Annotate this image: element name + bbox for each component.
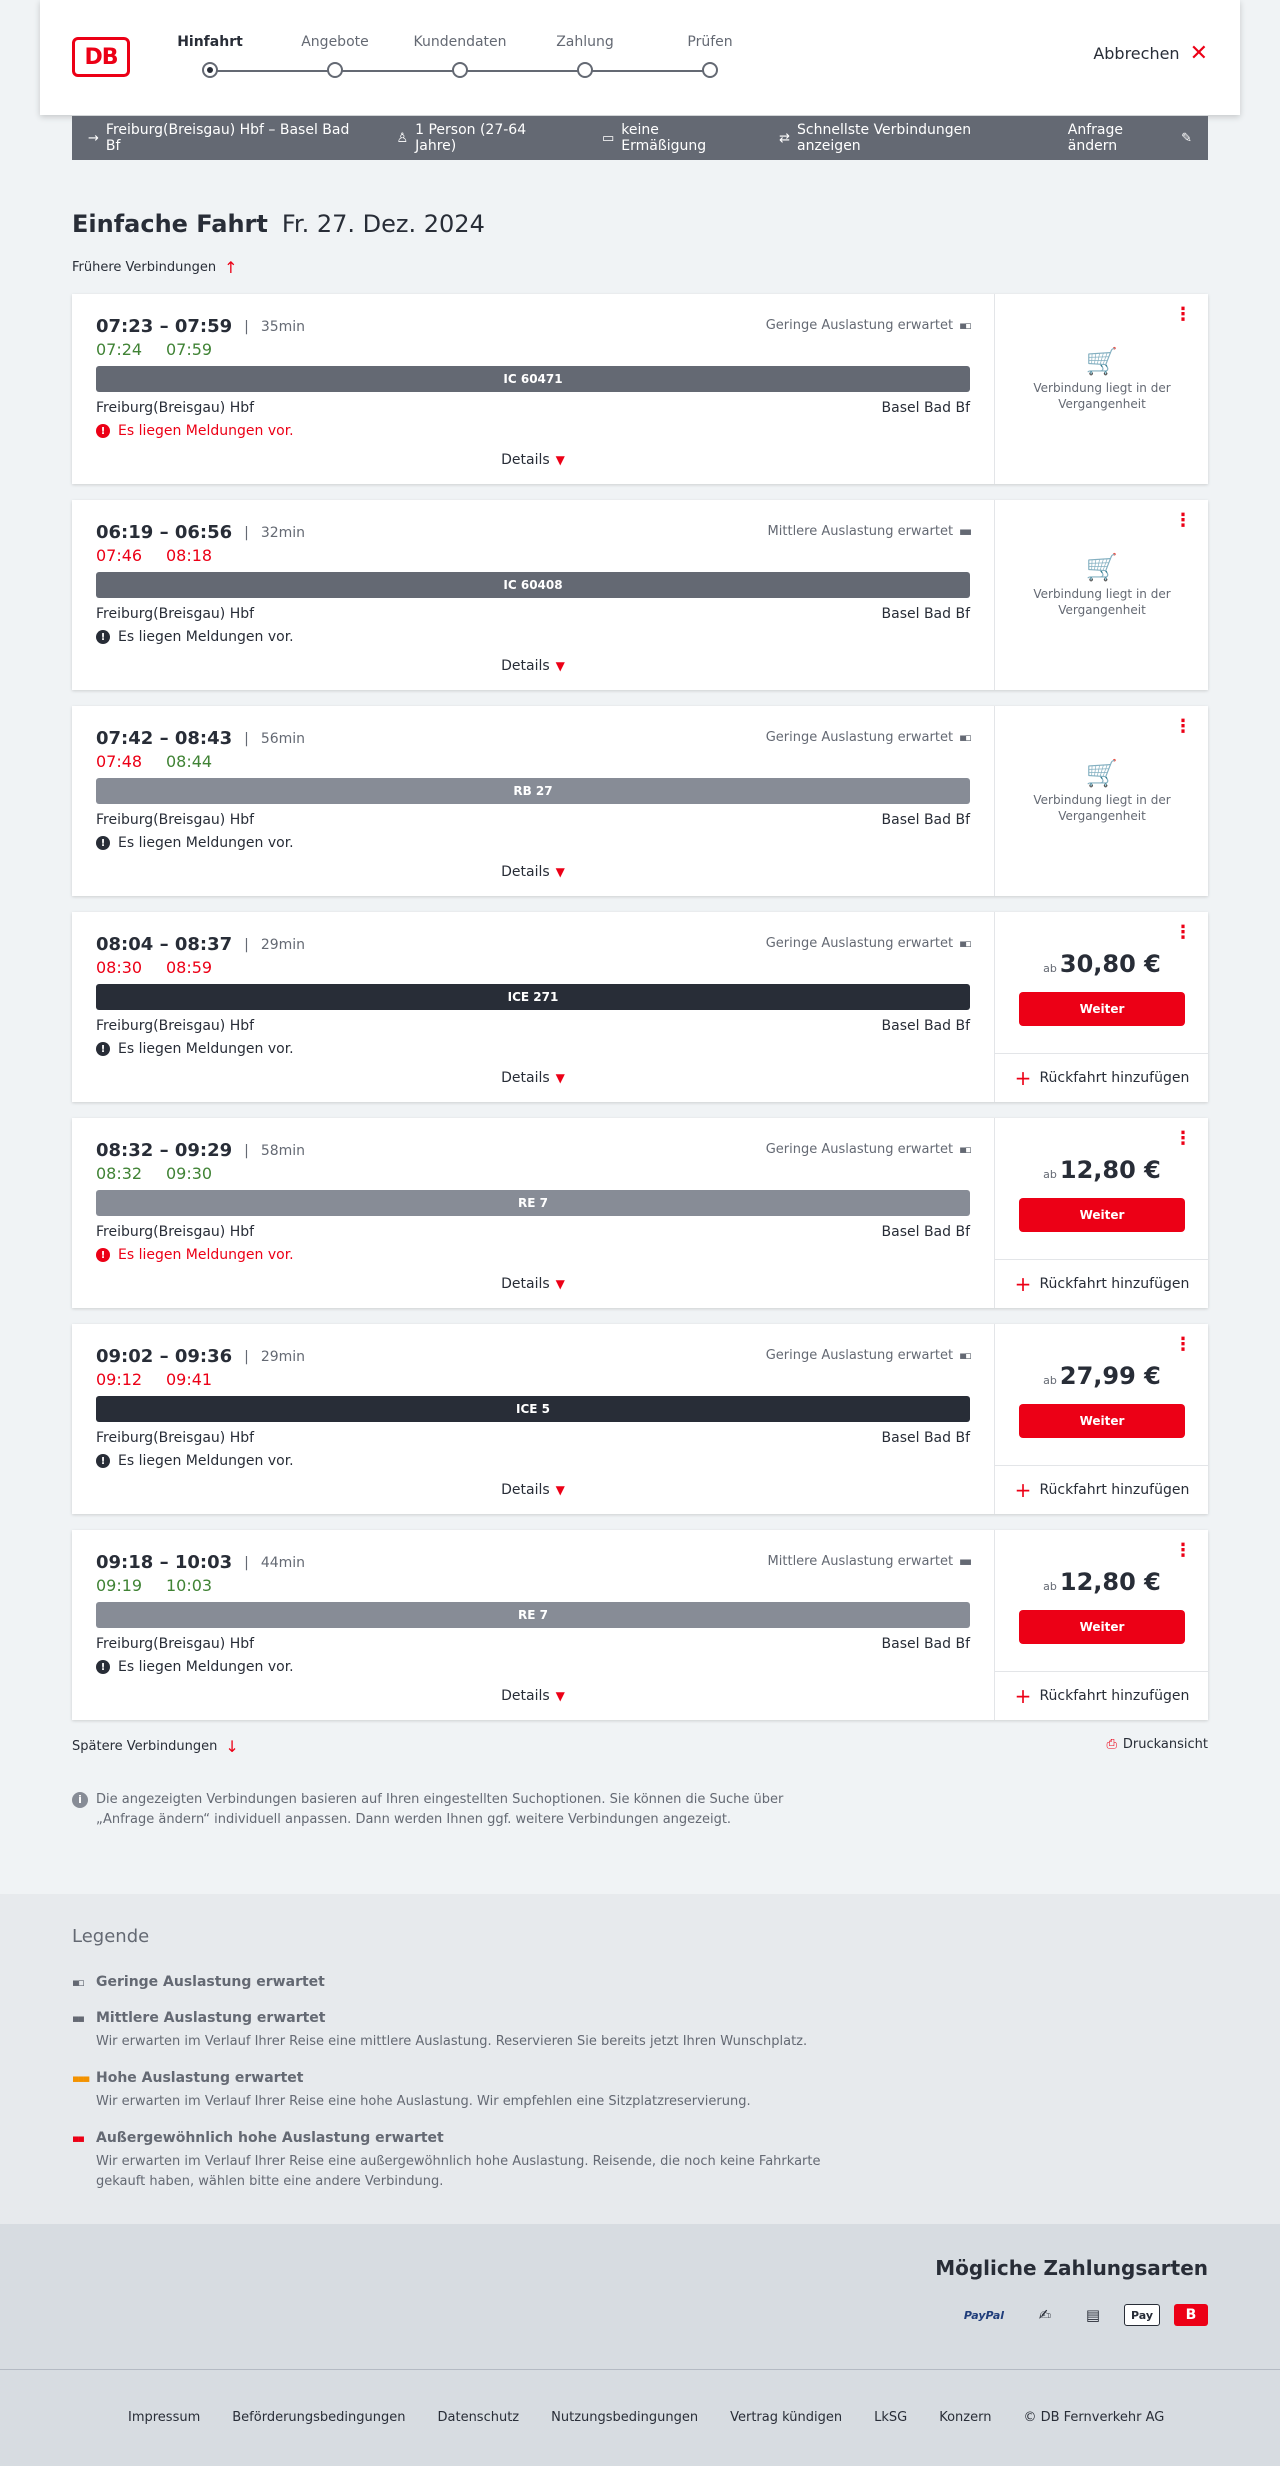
realtime-departure: 07:48: [96, 752, 143, 771]
summary-discount: [602, 122, 745, 154]
cart-disabled-icon: 🛒: [1085, 347, 1119, 377]
step-dot: [202, 62, 218, 78]
arrow-up-icon: ↑: [224, 258, 238, 277]
step-label: Kundendaten: [413, 34, 507, 50]
details-toggle[interactable]: [72, 1688, 994, 1704]
apple-pay-icon: Pay: [1124, 2304, 1160, 2326]
step-dot: [327, 62, 343, 78]
chevron-down-icon: ▼: [555, 1071, 565, 1085]
connection-info: [72, 294, 994, 484]
payment-methods-section: [0, 2224, 1280, 2369]
swap-icon: ⇄: [779, 130, 790, 146]
train-name-bar: ICE 271: [96, 984, 970, 1010]
route-text: Freiburg(Breisgau) Hbf – Basel Bad Bf: [105, 122, 350, 154]
passengers-text: 1 Person (27-64 Jahre): [415, 122, 527, 154]
add-return-trip-button[interactable]: [995, 1671, 1209, 1720]
legend-section: [0, 1894, 1280, 2224]
footer: [0, 2369, 1280, 2466]
price: [995, 950, 1209, 978]
price: [995, 1362, 1209, 1390]
change-request-label: Anfrage ändern: [1067, 122, 1123, 154]
legend-item-desc: Wir erwarten im Verlauf Ihrer Reise eine mittlere Auslastung. Reservieren Sie bereits jetzt Ihren Wunschplatz.: [96, 2034, 808, 2049]
details-label: Details: [501, 864, 550, 880]
footer-link-befoerderung[interactable]: Beförderungsbedingungen: [232, 2410, 406, 2425]
paypal-icon: PayPal: [963, 2308, 1005, 2322]
realtime-arrival: 09:41: [166, 1370, 213, 1389]
occupancy-text: Geringe Auslastung erwartet: [765, 730, 954, 745]
planned-times: [96, 934, 305, 955]
offer-panel: [994, 706, 1208, 896]
step-label: Zahlung: [556, 34, 614, 50]
arrival-station: Basel Bad Bf: [881, 1018, 970, 1034]
occupancy-text: Geringe Auslastung erwartet: [765, 936, 954, 951]
planned-time: 08:04 – 08:37: [96, 934, 233, 955]
price-prefix: ab: [1043, 1168, 1057, 1181]
summary-option: [779, 122, 1034, 154]
connection-info: [72, 1530, 994, 1720]
message-notice: [96, 1041, 294, 1057]
realtime-departure: 08:30: [96, 958, 143, 977]
departure-station: Freiburg(Breisgau) Hbf: [96, 400, 255, 416]
message-text: Es liegen Meldungen vor.: [118, 835, 294, 851]
realtime-arrival: 09:30: [166, 1164, 213, 1183]
occupancy-text: Geringe Auslastung erwartet: [765, 1348, 954, 1363]
duration: 32min: [260, 524, 306, 541]
occupancy-info[interactable]: [766, 730, 970, 745]
details-toggle[interactable]: [72, 1276, 994, 1292]
realtime-arrival: 08:18: [166, 546, 213, 565]
chevron-down-icon: ▼: [555, 453, 565, 467]
continue-button[interactable]: Weiter: [1019, 1198, 1185, 1232]
occupancy-info[interactable]: [766, 936, 970, 951]
connection-info: [72, 1324, 994, 1514]
change-request-button[interactable]: [1068, 122, 1192, 154]
connection-info: [72, 912, 994, 1102]
past-connection-note: [995, 347, 1209, 412]
separator: |: [244, 936, 249, 953]
card-icon: ▭: [602, 130, 615, 146]
message-notice: [96, 1659, 294, 1675]
past-connection-note: [995, 759, 1209, 824]
stations: [96, 400, 970, 416]
message-text: Es liegen Meldungen vor.: [118, 1659, 294, 1675]
more-options-icon[interactable]: ⋮: [1174, 716, 1192, 737]
connection-card: [72, 1530, 1208, 1720]
duration: 35min: [260, 318, 306, 335]
earlier-label: Frühere Verbindungen: [72, 260, 217, 275]
arrival-station: Basel Bad Bf: [881, 1224, 970, 1240]
occupancy-very-high-icon: ▪▪: [72, 2131, 83, 2145]
summary-passengers: [396, 122, 568, 154]
details-label: Details: [501, 452, 550, 468]
occupancy-icon: ▪▫: [959, 1349, 970, 1362]
price-prefix: ab: [1043, 1374, 1057, 1387]
train-name-bar: IC 60471: [96, 366, 970, 392]
print-label: Druckansicht: [1122, 1737, 1208, 1752]
occupancy-low-icon: ▪▫: [72, 1975, 83, 1989]
legend-item-title: Mittlere Auslastung erwartet: [96, 2010, 326, 2026]
close-icon: ✕: [1189, 40, 1208, 66]
details-toggle[interactable]: [72, 452, 994, 468]
price-prefix: ab: [1043, 1580, 1057, 1593]
realtime-arrival: 10:03: [166, 1576, 213, 1595]
stations: [96, 1018, 970, 1034]
pencil-icon: ✎: [1181, 130, 1193, 146]
continue-button[interactable]: Weiter: [1019, 1610, 1185, 1644]
price: [995, 1568, 1209, 1596]
details-label: Details: [501, 1688, 550, 1704]
option-text: Schnellste Verbindungen anzeigen: [797, 122, 972, 154]
alert-icon: !: [96, 1454, 110, 1468]
footer-link-nutzung[interactable]: Nutzungsbedingungen: [551, 2410, 699, 2425]
departure-station: Freiburg(Breisgau) Hbf: [96, 812, 255, 828]
message-notice: [96, 1247, 294, 1263]
details-toggle[interactable]: [72, 1482, 994, 1498]
more-options-icon[interactable]: ⋮: [1174, 922, 1192, 943]
connection-info: [72, 1118, 994, 1308]
legend-item-low: [72, 1974, 832, 1990]
trip-type: Einfache Fahrt: [72, 210, 268, 238]
separator: |: [244, 1142, 249, 1159]
message-notice: [96, 835, 294, 851]
offer-panel: [994, 1530, 1208, 1720]
train-name-bar: RB 27: [96, 778, 970, 804]
cancel-label: Abbrechen: [1093, 44, 1180, 63]
step-label: Prüfen: [687, 34, 733, 50]
planned-time: 09:02 – 09:36: [96, 1346, 233, 1367]
credit-card-icon: ✍: [1038, 2306, 1052, 2324]
message-notice: [96, 629, 294, 645]
step-zahlung: [525, 34, 645, 78]
step-dot: [452, 62, 468, 78]
more-options-icon[interactable]: ⋮: [1174, 510, 1192, 531]
connection-card: [72, 706, 1208, 896]
chevron-down-icon: ▼: [555, 659, 565, 673]
connection-card: [72, 912, 1208, 1102]
chevron-down-icon: ▼: [555, 1689, 565, 1703]
price: [995, 1156, 1209, 1184]
train-name-bar: ICE 5: [96, 1396, 970, 1422]
continue-button[interactable]: Weiter: [1019, 1404, 1185, 1438]
price-value: 12,80 €: [1059, 1568, 1161, 1596]
stations: [96, 1430, 970, 1446]
offer-panel: [994, 1324, 1208, 1514]
occupancy-medium-icon: ▪▪: [72, 2011, 83, 2025]
connection-card: [72, 1118, 1208, 1308]
planned-time: 06:19 – 06:56: [96, 522, 233, 543]
footer-link-konzern[interactable]: Konzern: [939, 2410, 992, 2425]
printer-icon: ⎙: [1106, 1737, 1117, 1752]
occupancy-icon: ▪▪: [959, 1555, 970, 1568]
realtime-times: [96, 958, 236, 977]
footer-links: [128, 2410, 1164, 2425]
occupancy-info[interactable]: [766, 1142, 970, 1157]
duration: 56min: [260, 730, 306, 747]
alert-icon: !: [96, 1660, 110, 1674]
train-name-bar: RE 7: [96, 1602, 970, 1628]
past-label: Verbindung liegt in der Vergangenheit: [1033, 381, 1171, 411]
continue-button[interactable]: Weiter: [1019, 992, 1185, 1026]
separator: |: [244, 524, 249, 541]
departure-station: Freiburg(Breisgau) Hbf: [96, 1018, 255, 1034]
departure-station: Freiburg(Breisgau) Hbf: [96, 1430, 255, 1446]
occupancy-icon: ▪▫: [959, 937, 970, 950]
later-connections-link[interactable]: [72, 1737, 239, 1756]
payment-title: Mögliche Zahlungsarten: [935, 2256, 1208, 2280]
realtime-departure: 07:24: [96, 340, 143, 359]
separator: |: [244, 1554, 249, 1571]
cart-disabled-icon: 🛒: [1085, 759, 1119, 789]
planned-times: [96, 728, 305, 749]
departure-station: Freiburg(Breisgau) Hbf: [96, 606, 255, 622]
info-icon: i: [72, 1792, 88, 1808]
offer-panel: [994, 912, 1208, 1102]
realtime-times: [96, 1370, 236, 1389]
alert-icon: !: [96, 630, 110, 644]
plus-icon: +: [1014, 1272, 1032, 1296]
legend-title: Legende: [72, 1926, 150, 1947]
details-toggle[interactable]: [72, 658, 994, 674]
occupancy-info[interactable]: [768, 524, 970, 539]
separator: |: [244, 318, 249, 335]
step-label: Hinfahrt: [177, 34, 243, 50]
connection-info: [72, 500, 994, 690]
past-connection-note: [995, 553, 1209, 618]
planned-time: 07:42 – 08:43: [96, 728, 233, 749]
chevron-down-icon: ▼: [555, 1483, 565, 1497]
occupancy-info[interactable]: [766, 318, 970, 333]
realtime-times: [96, 1164, 236, 1183]
stations: [96, 606, 970, 622]
message-text: Es liegen Meldungen vor.: [118, 1453, 294, 1469]
price-value: 12,80 €: [1059, 1156, 1161, 1184]
offer-panel: [994, 1118, 1208, 1308]
train-name-bar: IC 60408: [96, 572, 970, 598]
step-dot: [577, 62, 593, 78]
add-return-trip-button[interactable]: [995, 1465, 1209, 1514]
details-toggle[interactable]: [72, 1070, 994, 1086]
footer-link-impressum[interactable]: Impressum: [128, 2410, 201, 2425]
offer-panel: [994, 500, 1208, 690]
step-pruefen: [650, 34, 770, 78]
alert-icon: !: [96, 836, 110, 850]
arrow-right-icon: →: [88, 130, 99, 146]
person-icon: ♙: [396, 130, 409, 146]
chevron-down-icon: ▼: [555, 865, 565, 879]
message-text: Es liegen Meldungen vor.: [118, 1041, 294, 1057]
legend-item-medium: [72, 2010, 832, 2052]
page-title: [72, 210, 485, 238]
legend-item-title: Hohe Auslastung erwartet: [96, 2070, 304, 2086]
past-label: Verbindung liegt in der Vergangenheit: [1033, 587, 1171, 617]
stations: [96, 1636, 970, 1652]
db-payment-icon: B: [1174, 2304, 1208, 2326]
legend-item-title: Außergewöhnlich hohe Auslastung erwartet: [96, 2130, 444, 2146]
legend-item-high: [72, 2070, 832, 2112]
details-label: Details: [501, 1070, 550, 1086]
step-hinfahrt[interactable]: [150, 34, 270, 78]
plus-icon: +: [1014, 1478, 1032, 1502]
message-text: Es liegen Meldungen vor.: [118, 629, 294, 645]
more-options-icon[interactable]: ⋮: [1174, 304, 1192, 325]
add-return-label: Rückfahrt hinzufügen: [1039, 1276, 1190, 1292]
add-return-label: Rückfahrt hinzufügen: [1039, 1688, 1190, 1704]
legend-item-desc: Wir erwarten im Verlauf Ihrer Reise eine hohe Auslastung. Wir empfehlen eine Sitzplatzreservierung.: [96, 2094, 751, 2109]
cancel-button[interactable]: [1093, 40, 1208, 66]
legend-item-very-high: [72, 2130, 832, 2192]
discount-text: keine Ermäßigung: [621, 122, 707, 154]
search-summary-bar: [72, 116, 1208, 160]
step-label: Angebote: [301, 34, 369, 50]
connection-card: [72, 294, 1208, 484]
arrival-station: Basel Bad Bf: [881, 606, 970, 622]
realtime-times: [96, 340, 236, 359]
details-label: Details: [501, 1482, 550, 1498]
occupancy-icon: ▪▪: [959, 525, 970, 538]
planned-time: 07:23 – 07:59: [96, 316, 233, 337]
legend-item-desc: Wir erwarten im Verlauf Ihrer Reise eine außergewöhnlich hohe Auslastung. Reisende, die noch keine Fahrkarte gekauft haben, wählen bitte eine andere Verbindung.: [96, 2154, 821, 2189]
plus-icon: +: [1014, 1066, 1032, 1090]
alert-icon: !: [96, 1042, 110, 1056]
duration: 29min: [260, 936, 306, 953]
occupancy-icon: ▪▫: [959, 1143, 970, 1156]
add-return-label: Rückfahrt hinzufügen: [1039, 1482, 1190, 1498]
realtime-arrival: 08:44: [166, 752, 213, 771]
occupancy-text: Mittlere Auslastung erwartet: [767, 1554, 954, 1569]
planned-times: [96, 316, 305, 337]
arrival-station: Basel Bad Bf: [881, 1636, 970, 1652]
add-return-label: Rückfahrt hinzufügen: [1039, 1070, 1190, 1086]
print-view-link[interactable]: [1106, 1737, 1208, 1752]
occupancy-icon: ▪▫: [959, 319, 970, 332]
details-label: Details: [501, 1276, 550, 1292]
arrow-down-icon: ↓: [225, 1737, 239, 1756]
message-text: Es liegen Meldungen vor.: [118, 1247, 294, 1263]
realtime-times: [96, 546, 236, 565]
footer-link-kuendigen[interactable]: Vertrag kündigen: [730, 2410, 843, 2425]
more-options-icon[interactable]: ⋮: [1174, 1540, 1192, 1561]
separator: |: [244, 1348, 249, 1365]
separator: |: [244, 730, 249, 747]
trip-date: Fr. 27. Dez. 2024: [281, 210, 485, 238]
more-options-icon[interactable]: ⋮: [1174, 1334, 1192, 1355]
db-logo[interactable]: DB: [72, 37, 130, 77]
planned-times: [96, 1140, 305, 1161]
plus-icon: +: [1014, 1684, 1032, 1708]
alert-icon: !: [96, 1248, 110, 1262]
connection-card: [72, 500, 1208, 690]
occupancy-high-icon: ▪▪▪: [72, 2071, 89, 2085]
realtime-departure: 08:32: [96, 1164, 143, 1183]
past-label: Verbindung liegt in der Vergangenheit: [1033, 793, 1171, 823]
alert-icon: !: [96, 424, 110, 438]
duration: 29min: [260, 1348, 306, 1365]
price-value: 30,80 €: [1059, 950, 1161, 978]
planned-times: [96, 1346, 305, 1367]
planned-time: 08:32 – 09:29: [96, 1140, 233, 1161]
occupancy-text: Mittlere Auslastung erwartet: [767, 524, 954, 539]
summary-route: [88, 122, 362, 154]
info-text: Die angezeigten Verbindungen basieren auf Ihren eingestellten Suchoptionen. Sie können die Suche über „Anfrage ändern“ individuell anpassen. Dann werden Ihnen ggf. weitere Verbindungen angezeigt.: [96, 1792, 784, 1827]
planned-times: [96, 1552, 305, 1573]
more-options-icon[interactable]: ⋮: [1174, 1128, 1192, 1149]
departure-station: Freiburg(Breisgau) Hbf: [96, 1636, 255, 1652]
step-kundendaten: [400, 34, 520, 78]
price-prefix: ab: [1043, 962, 1057, 975]
connection-card: [72, 1324, 1208, 1514]
offer-panel: [994, 294, 1208, 484]
arrival-station: Basel Bad Bf: [881, 400, 970, 416]
stations: [96, 1224, 970, 1240]
details-label: Details: [501, 658, 550, 674]
price-value: 27,99 €: [1059, 1362, 1161, 1390]
details-toggle[interactable]: [72, 864, 994, 880]
booking-header: [40, 0, 1240, 115]
realtime-times: [96, 1576, 236, 1595]
occupancy-icon: ▪▫: [959, 731, 970, 744]
footer-link-datenschutz[interactable]: Datenschutz: [437, 2410, 520, 2425]
realtime-departure: 09:19: [96, 1576, 143, 1595]
step-dot: [702, 62, 718, 78]
arrival-station: Basel Bad Bf: [881, 1430, 970, 1446]
progress-steps: [150, 34, 750, 84]
occupancy-text: Geringe Auslastung erwartet: [765, 318, 954, 333]
occupancy-info[interactable]: [768, 1554, 970, 1569]
realtime-times: [96, 752, 236, 771]
train-name-bar: RE 7: [96, 1190, 970, 1216]
step-angebote: [275, 34, 395, 78]
departure-station: Freiburg(Breisgau) Hbf: [96, 1224, 255, 1240]
duration: 44min: [260, 1554, 306, 1571]
realtime-departure: 09:12: [96, 1370, 143, 1389]
payment-icons: [954, 2304, 1208, 2326]
sepa-icon: ▤: [1085, 2306, 1101, 2324]
message-text: Es liegen Meldungen vor.: [118, 423, 294, 439]
realtime-arrival: 08:59: [166, 958, 213, 977]
arrival-station: Basel Bad Bf: [881, 812, 970, 828]
add-return-trip-button[interactable]: [995, 1259, 1209, 1308]
connection-info: [72, 706, 994, 896]
search-info-note: [72, 1790, 832, 1830]
footer-copyright: © DB Fernverkehr AG: [1023, 2410, 1165, 2425]
chevron-down-icon: ▼: [555, 1277, 565, 1291]
realtime-arrival: 07:59: [166, 340, 213, 359]
message-notice: [96, 1453, 294, 1469]
footer-link-lksg[interactable]: LkSG: [874, 2410, 908, 2425]
planned-times: [96, 522, 305, 543]
occupancy-info[interactable]: [766, 1348, 970, 1363]
duration: 58min: [260, 1142, 306, 1159]
occupancy-text: Geringe Auslastung erwartet: [765, 1142, 954, 1157]
stations: [96, 812, 970, 828]
realtime-departure: 07:46: [96, 546, 143, 565]
message-notice: [96, 423, 294, 439]
cart-disabled-icon: 🛒: [1085, 553, 1119, 583]
later-label: Spätere Verbindungen: [72, 1739, 218, 1754]
add-return-trip-button[interactable]: [995, 1053, 1209, 1102]
planned-time: 09:18 – 10:03: [96, 1552, 233, 1573]
legend-item-title: Geringe Auslastung erwartet: [96, 1974, 325, 1990]
earlier-connections-link[interactable]: [72, 258, 238, 277]
